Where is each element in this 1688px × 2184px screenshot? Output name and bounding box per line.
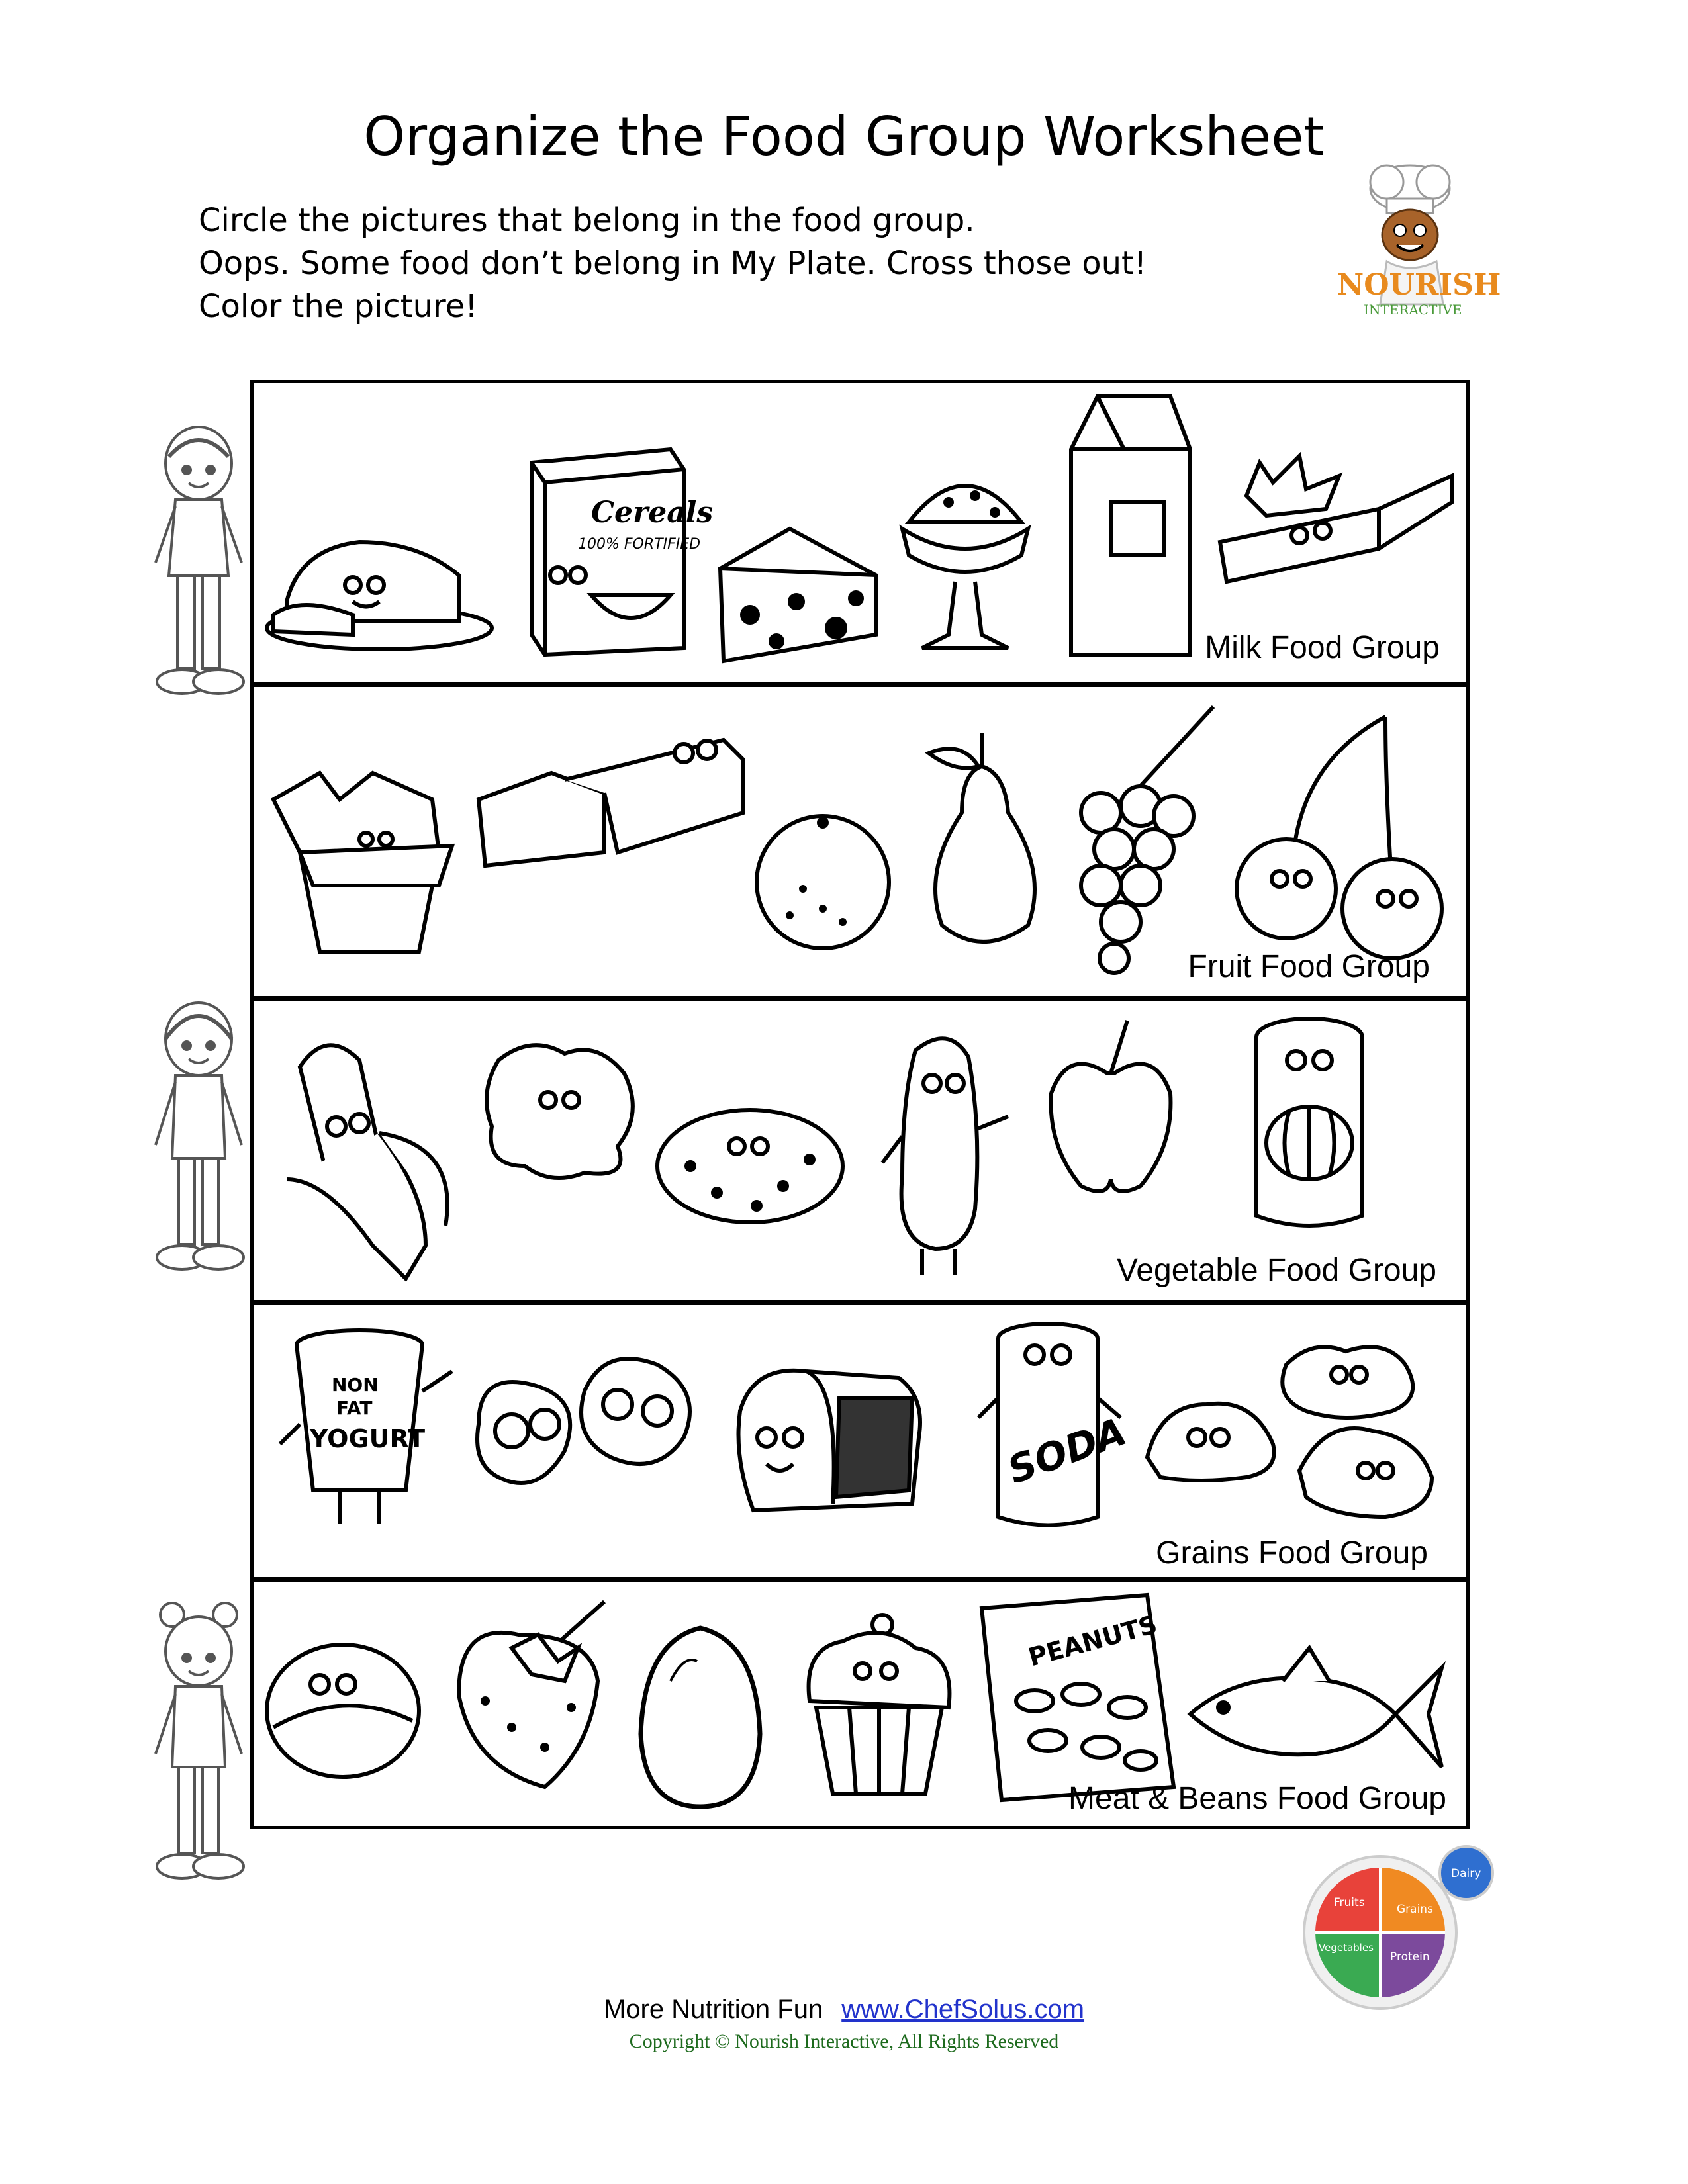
soda-can-picture[interactable] — [975, 1318, 1132, 1543]
butter-stick-picture[interactable] — [1207, 449, 1465, 602]
cookie-picture[interactable] — [651, 1100, 849, 1232]
egg-picture[interactable] — [631, 1621, 770, 1813]
yogurt-label-3: YOGURT — [310, 1424, 425, 1453]
protein-segment — [1380, 1933, 1445, 1997]
row-label-grains: Grains Food Group — [1156, 1535, 1428, 1570]
cereal-box-label: Cereals — [591, 496, 714, 529]
logo-subtext: INTERACTIVE — [1364, 302, 1462, 318]
nourish-chef-logo — [1324, 152, 1503, 324]
protein-label: Protein — [1390, 1950, 1430, 1964]
peanuts-label: PEANUTS — [1025, 1610, 1160, 1672]
fruits-label: Fruits — [1334, 1896, 1365, 1909]
row-divider — [250, 996, 1470, 1001]
cereal-box-sublabel: 100% FORTIFIED — [578, 536, 701, 553]
food-row-grains — [254, 1305, 1466, 1577]
footer-more-fun — [0, 1995, 1688, 2025]
grains-segment — [1380, 1868, 1445, 1933]
milk-carton-picture[interactable] — [1058, 390, 1203, 661]
instruction-cross-out: Oops. Some food don’t belong in My Plate. Cross those out! — [199, 245, 1147, 282]
child-illustration-2 — [146, 993, 252, 1284]
row-divider — [250, 682, 1470, 687]
row-label-milk: Milk Food Group — [1205, 630, 1440, 665]
ravioli-picture[interactable] — [1134, 1338, 1465, 1530]
cupcake-picture[interactable] — [790, 1608, 962, 1800]
food-row-meat-beans — [254, 1582, 1466, 1826]
row-label-fruit: Fruit Food Group — [1188, 949, 1430, 984]
child-illustration-3 — [146, 1602, 252, 1893]
strawberry-picture[interactable] — [445, 1595, 611, 1794]
lettuce-picture[interactable] — [472, 1034, 651, 1186]
cheese-slices-picture[interactable] — [472, 720, 750, 872]
yogurt-label-2: FAT — [336, 1397, 373, 1419]
myplate-logo — [1297, 1840, 1509, 2012]
corn-picture[interactable] — [273, 1027, 465, 1285]
fish-picture[interactable] — [1184, 1641, 1448, 1787]
row-label-vegetable: Vegetable Food Group — [1116, 1253, 1436, 1288]
potato-picture[interactable] — [876, 1030, 1021, 1282]
peanuts-bag-picture[interactable] — [968, 1582, 1187, 1807]
chefsolus-link[interactable]: www.ChefSolus.com — [841, 1995, 1085, 2024]
food-row-milk — [254, 383, 1466, 682]
walnut-picture[interactable] — [260, 1635, 426, 1787]
grapes-picture[interactable] — [1074, 700, 1227, 978]
footer-copyright: Copyright © Nourish Interactive, All Rights Reserved — [629, 2030, 1059, 2052]
footer-more-text: More Nutrition Fun — [603, 1995, 823, 2024]
row-label-meat-beans: Meat & Beans Food Group — [1068, 1781, 1446, 1816]
soda-label: SODA — [1002, 1408, 1132, 1493]
yogurt-cup-picture[interactable] — [273, 1325, 465, 1537]
instruction-color: Color the picture! — [199, 288, 478, 325]
yogurt-label-1: NON — [332, 1374, 379, 1396]
logo-text: NOURISH — [1337, 268, 1501, 302]
page-title: Organize the Food Group Worksheet — [363, 106, 1325, 167]
food-row-fruit — [254, 687, 1466, 996]
instruction-circle: Circle the pictures that belong in the food group. — [199, 202, 975, 239]
ice-cream-sundae-picture[interactable] — [889, 449, 1041, 661]
row-divider — [250, 1577, 1470, 1582]
dairy-label: Dairy — [1451, 1867, 1481, 1880]
orange-picture[interactable] — [750, 809, 896, 955]
food-row-vegetable — [254, 1001, 1466, 1300]
takeout-box-picture[interactable] — [260, 760, 465, 965]
row-divider — [250, 1300, 1470, 1305]
pear-picture[interactable] — [909, 727, 1055, 958]
pretzels-picture[interactable] — [459, 1345, 710, 1504]
bread-loaf-picture[interactable] — [260, 522, 498, 655]
vegetables-label: Vegetables — [1319, 1942, 1374, 1954]
grains-label: Grains — [1397, 1903, 1433, 1916]
apple-picture[interactable] — [1041, 1014, 1180, 1199]
cereal-box-picture[interactable] — [518, 443, 714, 661]
child-illustration-1 — [146, 417, 252, 708]
bread-slice-picture[interactable] — [727, 1358, 932, 1517]
cherries-picture[interactable] — [1227, 710, 1452, 962]
cheese-wedge-picture[interactable] — [710, 516, 882, 668]
canned-pumpkin-picture[interactable] — [1233, 1011, 1385, 1255]
